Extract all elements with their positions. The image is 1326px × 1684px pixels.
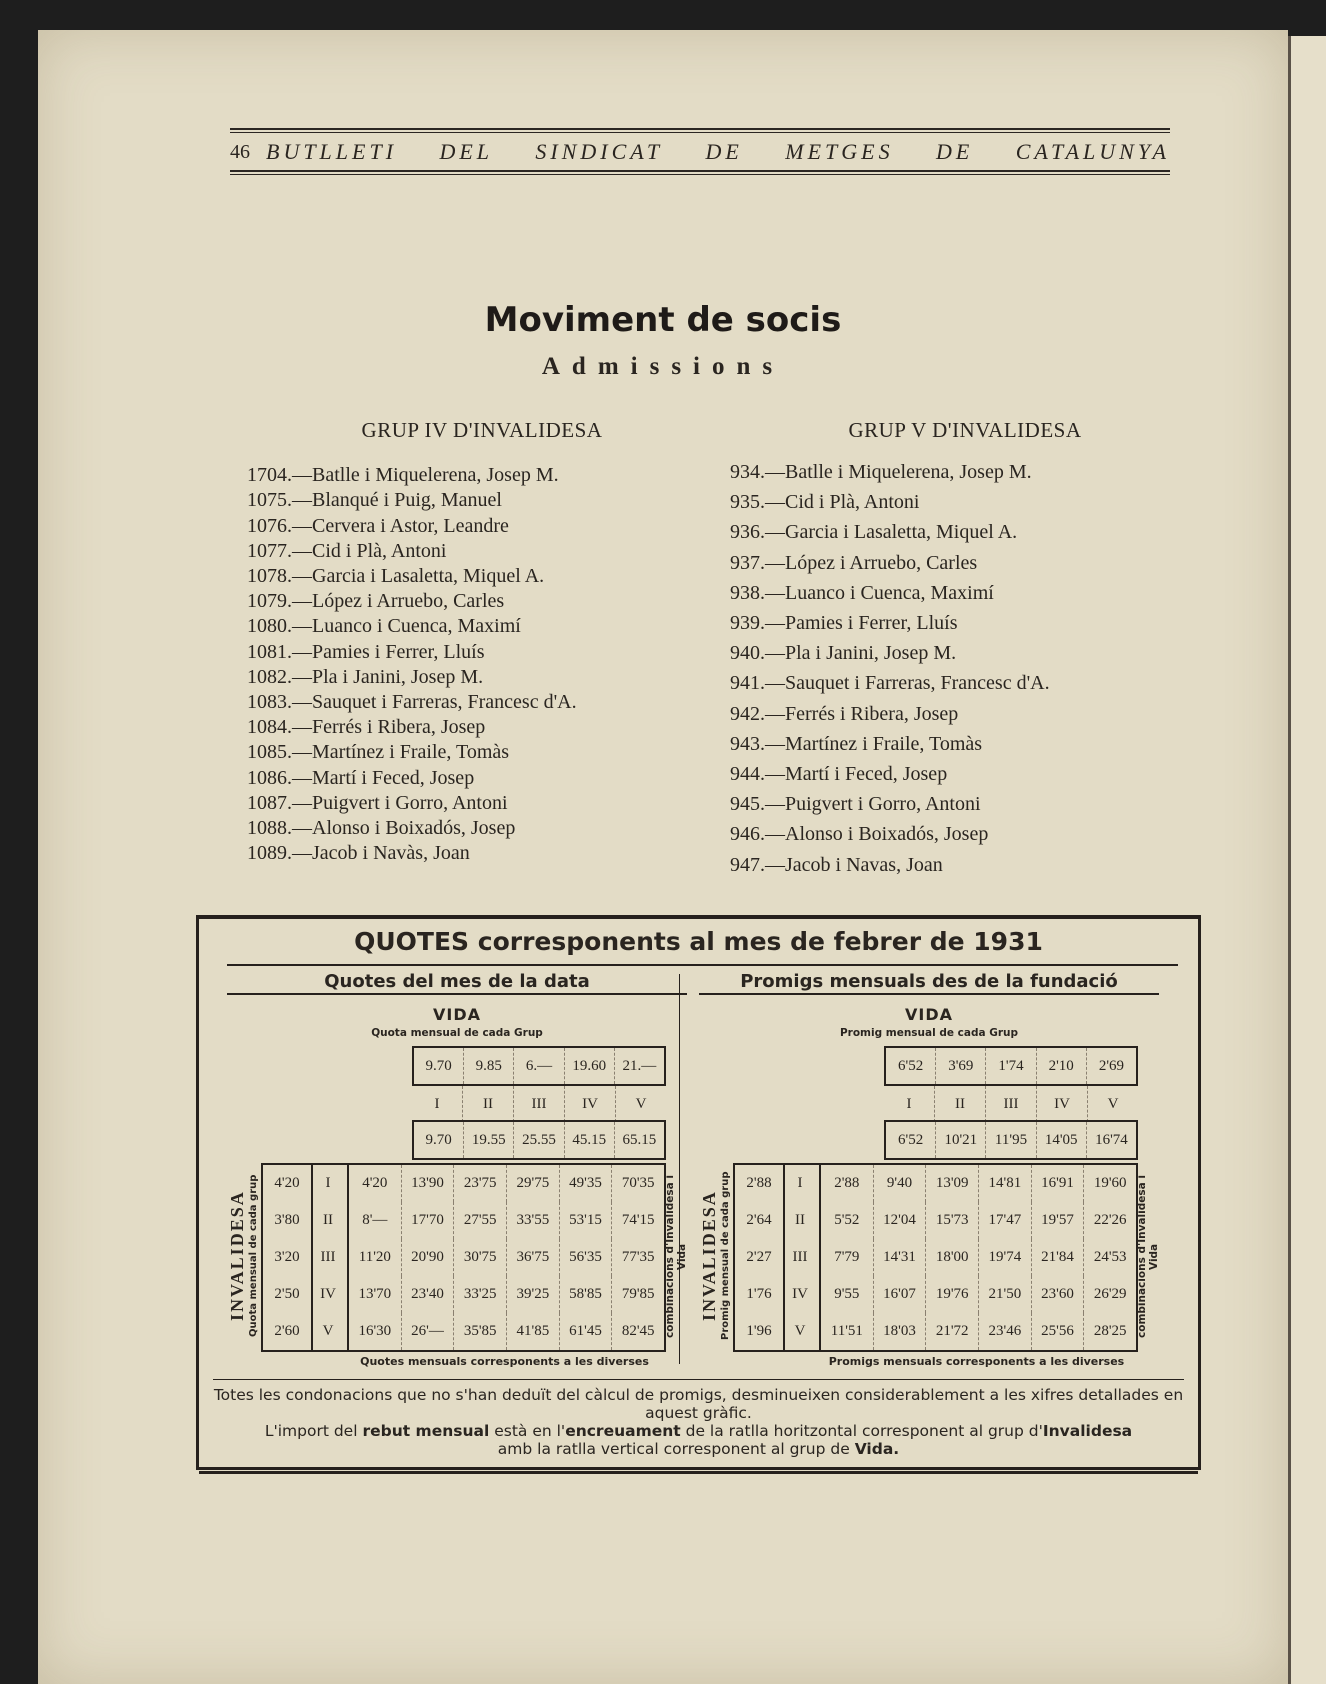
member-entry: 1076.—Cervera i Astor, Leandre bbox=[247, 514, 509, 537]
group-numeral: I bbox=[797, 1175, 803, 1191]
group-v-column bbox=[730, 418, 1200, 880]
vida-label: VIDA bbox=[905, 1005, 953, 1024]
combination-cell: 13'90 bbox=[401, 1165, 454, 1202]
combination-cell: 36'75 bbox=[506, 1239, 559, 1276]
invalidesa-value: 3'20 bbox=[274, 1249, 300, 1265]
page-number: 46 bbox=[230, 140, 250, 163]
member-entry: 945.—Puigvert i Gorro, Antoni bbox=[730, 793, 981, 816]
invalidesa-value-row bbox=[263, 1239, 311, 1276]
vida-values-row bbox=[412, 1046, 666, 1086]
vida-value: 2'10 bbox=[1036, 1048, 1086, 1084]
note-bold: encreuament bbox=[565, 1422, 681, 1440]
invalidesa-group-row bbox=[781, 1313, 819, 1350]
combination-cell: 9'40 bbox=[873, 1165, 926, 1202]
vida-value: 6'52 bbox=[898, 1058, 924, 1074]
group-numeral: IV bbox=[564, 1086, 615, 1122]
member-entry: 1086.—Martí i Feced, Josep bbox=[247, 766, 475, 789]
combination-cell: 16'91 bbox=[1031, 1165, 1084, 1202]
group-numeral: IV bbox=[792, 1286, 808, 1302]
combination-cell: 33'55 bbox=[506, 1202, 559, 1239]
vida-cumulative-value: 45.15 bbox=[564, 1122, 614, 1158]
combination-cell: 8'— bbox=[362, 1212, 388, 1228]
combination-row bbox=[349, 1313, 664, 1350]
title-word: DE bbox=[935, 139, 974, 164]
invalidesa-value: 2'50 bbox=[274, 1286, 300, 1302]
combination-cell: 11'20 bbox=[358, 1249, 391, 1265]
title-word: DEL bbox=[439, 139, 493, 164]
note-bold: rebut mensual bbox=[362, 1422, 490, 1440]
combination-cell: 16'30 bbox=[358, 1323, 392, 1339]
invalidesa-value: 1'76 bbox=[746, 1286, 772, 1302]
vida-cumulative-value: 11'95 bbox=[985, 1122, 1035, 1158]
member-entry: 936.—Garcia i Lasaletta, Miquel A. bbox=[730, 521, 1018, 544]
member-entry: 1087.—Puigvert i Gorro, Antoni bbox=[247, 791, 508, 814]
combination-cell: 41'85 bbox=[506, 1313, 559, 1350]
vida-value: 9.70 bbox=[425, 1058, 452, 1074]
vida-cumulative-value: 9.70 bbox=[425, 1132, 452, 1148]
panel-heading: Promigs mensuals des de la fundació bbox=[699, 971, 1159, 995]
combination-row bbox=[349, 1239, 664, 1276]
combination-cell: 22'26 bbox=[1083, 1202, 1136, 1239]
note-line: Totes les condonacions que no s'han deduït del càlcul de promigs, desminueixen considerablement a les xifres detallades en aquest gràfic. bbox=[213, 1386, 1184, 1422]
member-entry: 935.—Cid i Plà, Antoni bbox=[730, 491, 920, 514]
group-numeral: I bbox=[325, 1175, 331, 1191]
combination-grid bbox=[819, 1163, 1138, 1352]
vida-value: 3'69 bbox=[935, 1048, 985, 1084]
vida-label: VIDA bbox=[433, 1005, 481, 1024]
member-entry: 1075.—Blanqué i Puig, Manuel bbox=[247, 489, 502, 512]
invalidesa-group-row bbox=[309, 1276, 347, 1313]
member-entry: 1088.—Alonso i Boixadós, Josep bbox=[247, 817, 516, 840]
running-header bbox=[230, 128, 1170, 175]
combination-cell: 74'15 bbox=[611, 1202, 664, 1239]
group-iv-column bbox=[247, 418, 717, 866]
combination-cell: 15'73 bbox=[925, 1202, 978, 1239]
member-entry: 1089.—Jacob i Navàs, Joan bbox=[247, 842, 470, 865]
combination-row bbox=[821, 1239, 1136, 1276]
member-entry: 946.—Alonso i Boixadós, Josep bbox=[730, 823, 989, 846]
invalidesa-value-row bbox=[735, 1276, 783, 1313]
combination-cell: 70'35 bbox=[611, 1165, 664, 1202]
invalidesa-value: 2'60 bbox=[274, 1323, 300, 1339]
group-numeral: IV bbox=[1036, 1086, 1087, 1122]
combination-row bbox=[821, 1276, 1136, 1313]
combination-cell: 19'60 bbox=[1083, 1165, 1136, 1202]
combination-cell: 21'84 bbox=[1031, 1239, 1084, 1276]
combination-row bbox=[349, 1202, 664, 1239]
combination-cell: 79'85 bbox=[611, 1276, 664, 1313]
invalidesa-value: 2'64 bbox=[746, 1212, 772, 1228]
group-iv-list bbox=[247, 463, 717, 866]
invalidesa-label bbox=[699, 1163, 733, 1349]
member-entry: 1083.—Sauquet i Farreras, Francesc d'A. bbox=[247, 691, 577, 714]
group-numeral: V bbox=[1087, 1086, 1138, 1122]
group-numeral: IV bbox=[320, 1286, 336, 1302]
invalidesa-value: 4'20 bbox=[274, 1175, 300, 1191]
invalidesa-value-row bbox=[263, 1276, 311, 1313]
combination-cell: 19'57 bbox=[1031, 1202, 1084, 1239]
combination-cell: 13'70 bbox=[358, 1286, 392, 1302]
member-entry: 1081.—Pamies i Ferrer, Lluís bbox=[247, 640, 485, 663]
member-entry: 939.—Pamies i Ferrer, Lluís bbox=[730, 612, 958, 635]
vida-value: 2'69 bbox=[1086, 1048, 1136, 1084]
member-entry: 943.—Martínez i Fraile, Tomàs bbox=[730, 732, 983, 755]
group-numeral: V bbox=[322, 1323, 334, 1339]
combination-cell: 19'76 bbox=[925, 1276, 978, 1313]
group-numeral: II bbox=[462, 1086, 513, 1122]
combination-row bbox=[821, 1313, 1136, 1350]
invalidesa-value-row bbox=[735, 1239, 783, 1276]
vida-cumulative-value: 65.15 bbox=[614, 1122, 664, 1158]
member-entry: 941.—Sauquet i Farreras, Francesc d'A. bbox=[730, 672, 1050, 695]
combination-cell: 4'20 bbox=[362, 1175, 388, 1191]
member-entry: 1079.—López i Arruebo, Carles bbox=[247, 590, 505, 613]
note-line bbox=[213, 1422, 1184, 1440]
combination-cell: 12'04 bbox=[873, 1202, 926, 1239]
member-entry: 1084.—Ferrés i Ribera, Josep bbox=[247, 716, 486, 739]
invalidesa-values-column bbox=[733, 1163, 785, 1352]
invalidesa-value-row bbox=[263, 1313, 311, 1350]
vida-values-row bbox=[884, 1046, 1138, 1086]
note-text: amb la ratlla vertical corresponent al grup de bbox=[497, 1440, 850, 1458]
combination-cell: 53'15 bbox=[559, 1202, 612, 1239]
combination-cell: 61'45 bbox=[559, 1313, 612, 1350]
vida-value: 9.85 bbox=[463, 1048, 513, 1084]
combination-grid bbox=[347, 1163, 666, 1352]
combination-cell: 30'75 bbox=[453, 1239, 506, 1276]
invalidesa-value-row bbox=[735, 1313, 783, 1350]
journal-title bbox=[266, 139, 1170, 165]
quotes-title-rule bbox=[227, 964, 1178, 966]
member-entry: 938.—Luanco i Cuenca, Maximí bbox=[730, 581, 994, 604]
member-entry: 1080.—Luanco i Cuenca, Maximí bbox=[247, 615, 521, 638]
member-entry: 1704.—Batlle i Miquelerena, Josep M. bbox=[247, 464, 559, 487]
combination-cell: 14'31 bbox=[873, 1239, 926, 1276]
combination-row bbox=[349, 1276, 664, 1313]
group-numeral: I bbox=[906, 1096, 912, 1112]
vida-sublabel: Quota mensual de cada Grup bbox=[371, 1027, 543, 1039]
combination-cell: 27'55 bbox=[453, 1202, 506, 1239]
combination-cell: 33'25 bbox=[453, 1276, 506, 1313]
member-entry: 934.—Batlle i Miquelerena, Josep M. bbox=[730, 461, 1032, 483]
title-word: BUTLLETI bbox=[266, 139, 398, 164]
combination-cell: 19'74 bbox=[978, 1239, 1031, 1276]
combination-row bbox=[821, 1165, 1136, 1202]
note-bold: Invalidesa bbox=[1042, 1422, 1133, 1440]
combination-cell: 13'09 bbox=[925, 1165, 978, 1202]
group-numeral: III bbox=[513, 1086, 564, 1122]
quotes-title: QUOTES corresponents al mes de febrer de 1931 bbox=[354, 927, 1043, 956]
combination-cell: 18'00 bbox=[925, 1239, 978, 1276]
group-numeral: III bbox=[985, 1086, 1036, 1122]
group-numeral: II bbox=[934, 1086, 985, 1122]
combination-cell: 11'51 bbox=[830, 1323, 863, 1339]
combination-cell: 17'47 bbox=[978, 1202, 1031, 1239]
member-entry: 937.—López i Arruebo, Carles bbox=[730, 551, 978, 574]
title-word: CATALUNYA bbox=[1015, 139, 1170, 164]
invalidesa-value: 2'27 bbox=[746, 1249, 772, 1265]
combination-cell: 14'81 bbox=[978, 1165, 1031, 1202]
note-line bbox=[213, 1440, 1184, 1458]
vida-cumulative-value: 10'21 bbox=[935, 1122, 985, 1158]
combination-cell: 16'07 bbox=[873, 1276, 926, 1313]
invalidesa-title: INVALIDESA bbox=[227, 1190, 247, 1322]
combination-cell: 39'25 bbox=[506, 1276, 559, 1313]
combination-cell: 29'75 bbox=[506, 1165, 559, 1202]
member-entry: 1078.—Garcia i Lasaletta, Miquel A. bbox=[247, 565, 545, 588]
panel-average-since-foundation bbox=[699, 969, 1159, 1367]
vida-cumulative-value: 16'74 bbox=[1086, 1122, 1136, 1158]
group-iv-heading: GRUP IV D'INVALIDESA bbox=[361, 418, 603, 442]
vida-cumulative-value: 25.55 bbox=[513, 1122, 563, 1158]
combination-cell: 21'50 bbox=[978, 1276, 1031, 1313]
panel-monthly-quotes bbox=[227, 969, 687, 1367]
panel-heading: Quotes del mes de la data bbox=[227, 971, 687, 995]
group-numerals-row bbox=[884, 1086, 1138, 1122]
combination-cell: 23'46 bbox=[978, 1313, 1031, 1350]
combination-cell: 58'85 bbox=[559, 1276, 612, 1313]
combination-cell: 26'29 bbox=[1083, 1276, 1136, 1313]
combination-cell: 56'35 bbox=[559, 1239, 612, 1276]
title-word: DE bbox=[705, 139, 743, 164]
invalidesa-group-row bbox=[309, 1239, 347, 1276]
vida-sublabel: Promig mensual de cada Grup bbox=[839, 1027, 1019, 1039]
vida-cumulative-value: 14'05 bbox=[1036, 1122, 1086, 1158]
explanatory-note bbox=[213, 1379, 1184, 1458]
group-numeral: II bbox=[795, 1212, 805, 1228]
combination-cell: 23'75 bbox=[453, 1165, 506, 1202]
member-entry: 944.—Martí i Feced, Josep bbox=[730, 763, 948, 786]
invalidesa-group-row bbox=[781, 1276, 819, 1313]
member-entry: 947.—Jacob i Navas, Joan bbox=[730, 853, 943, 876]
group-numeral: III bbox=[320, 1249, 336, 1265]
combination-cell: 9'55 bbox=[834, 1286, 860, 1302]
invalidesa-group-row bbox=[309, 1202, 347, 1239]
combination-cell: 49'35 bbox=[559, 1165, 612, 1202]
invalidesa-values-column bbox=[261, 1163, 313, 1352]
invalidesa-value: 2'88 bbox=[746, 1175, 772, 1191]
vida-cumulative-row bbox=[412, 1120, 666, 1160]
invalidesa-value: 1'96 bbox=[746, 1323, 772, 1339]
invalidesa-value-row bbox=[263, 1165, 311, 1202]
invalidesa-sublabel: Promig mensual de cada grup bbox=[720, 1171, 731, 1341]
panel-footnote: Quotes mensuals corresponents a les diverses bbox=[360, 1355, 649, 1368]
combination-cell: 35'85 bbox=[453, 1313, 506, 1350]
note-text: està en l' bbox=[494, 1422, 566, 1440]
note-text: de la ratlla horitzontal corresponent al grup d' bbox=[685, 1422, 1043, 1440]
combination-cell: 82'45 bbox=[611, 1313, 664, 1350]
group-numerals-row bbox=[412, 1086, 666, 1122]
combination-cell: 28'25 bbox=[1083, 1313, 1136, 1350]
combination-row bbox=[349, 1165, 664, 1202]
note-text: L'import del bbox=[264, 1422, 358, 1440]
invalidesa-label bbox=[227, 1163, 261, 1349]
invalidesa-group-row bbox=[781, 1202, 819, 1239]
combination-cell: 21'72 bbox=[925, 1313, 978, 1350]
vida-value: 1'74 bbox=[985, 1048, 1035, 1084]
combination-cell: 20'90 bbox=[401, 1239, 454, 1276]
title-word: METGES bbox=[785, 139, 894, 164]
invalidesa-group-row bbox=[309, 1165, 347, 1202]
vida-value: 21.— bbox=[614, 1048, 664, 1084]
note-bold: Vida. bbox=[854, 1440, 900, 1458]
invalidesa-groups-column bbox=[309, 1163, 347, 1352]
group-numeral: V bbox=[794, 1323, 806, 1339]
member-entry: 1077.—Cid i Plà, Antoni bbox=[247, 539, 447, 562]
invalidesa-value-row bbox=[735, 1165, 783, 1202]
group-v-list bbox=[730, 457, 1200, 880]
combination-cell: 2'88 bbox=[834, 1175, 860, 1191]
invalidesa-group-row bbox=[309, 1313, 347, 1350]
section-title: Moviment de socis bbox=[484, 300, 842, 340]
combination-cell: 7'79 bbox=[834, 1249, 860, 1265]
combination-cell: 25'56 bbox=[1031, 1313, 1084, 1350]
combination-cell: 18'03 bbox=[873, 1313, 926, 1350]
group-v-heading: GRUP V D'INVALIDESA bbox=[848, 418, 1082, 442]
invalidesa-group-row bbox=[781, 1165, 819, 1202]
vida-value: 6.— bbox=[513, 1048, 563, 1084]
combination-cell: 77'35 bbox=[611, 1239, 664, 1276]
group-numeral: I bbox=[434, 1096, 440, 1112]
group-numeral: V bbox=[615, 1086, 666, 1122]
invalidesa-value-row bbox=[263, 1202, 311, 1239]
group-numeral: II bbox=[323, 1212, 333, 1228]
member-entry: 1085.—Martínez i Fraile, Tomàs bbox=[247, 741, 510, 764]
invalidesa-value: 3'80 bbox=[274, 1212, 300, 1228]
quotes-table-box bbox=[196, 915, 1201, 1470]
member-entry: 1082.—Pla i Janini, Josep M. bbox=[247, 665, 484, 688]
combination-row bbox=[821, 1202, 1136, 1239]
section-subtitle: Admissions bbox=[541, 353, 785, 380]
combinations-side-label: combinacions d'Invalidesa i Vida bbox=[1136, 1175, 1160, 1339]
invalidesa-sublabel: Quota mensual de cada grup bbox=[248, 1174, 259, 1338]
combination-cell: 26'— bbox=[401, 1313, 454, 1350]
invalidesa-value-row bbox=[735, 1202, 783, 1239]
member-entry: 940.—Pla i Janini, Josep M. bbox=[730, 642, 957, 665]
combination-cell: 5'52 bbox=[834, 1212, 860, 1228]
vida-cumulative-value: 19.55 bbox=[463, 1122, 513, 1158]
combination-cell: 23'60 bbox=[1031, 1276, 1084, 1313]
title-word: SINDICAT bbox=[535, 139, 664, 164]
vida-cumulative-row bbox=[884, 1120, 1138, 1160]
member-entry: 942.—Ferrés i Ribera, Josep bbox=[730, 702, 959, 725]
combination-cell: 24'53 bbox=[1083, 1239, 1136, 1276]
box-bottom-rule bbox=[199, 1471, 1198, 1474]
invalidesa-group-row bbox=[781, 1239, 819, 1276]
combination-cell: 23'40 bbox=[401, 1276, 454, 1313]
panel-footnote: Promigs mensuals corresponents a les diverses bbox=[828, 1355, 1125, 1368]
invalidesa-title: INVALIDESA bbox=[699, 1190, 719, 1322]
combinations-side-label: combinacions d'Invalidesa i Vida bbox=[664, 1175, 688, 1339]
facing-page-edge bbox=[1288, 36, 1326, 1684]
combination-cell: 17'70 bbox=[401, 1202, 454, 1239]
group-numeral: III bbox=[792, 1249, 808, 1265]
vida-value: 19.60 bbox=[564, 1048, 614, 1084]
header-rule-bottom bbox=[230, 170, 1170, 175]
vida-cumulative-value: 6'52 bbox=[898, 1132, 924, 1148]
invalidesa-groups-column bbox=[781, 1163, 819, 1352]
